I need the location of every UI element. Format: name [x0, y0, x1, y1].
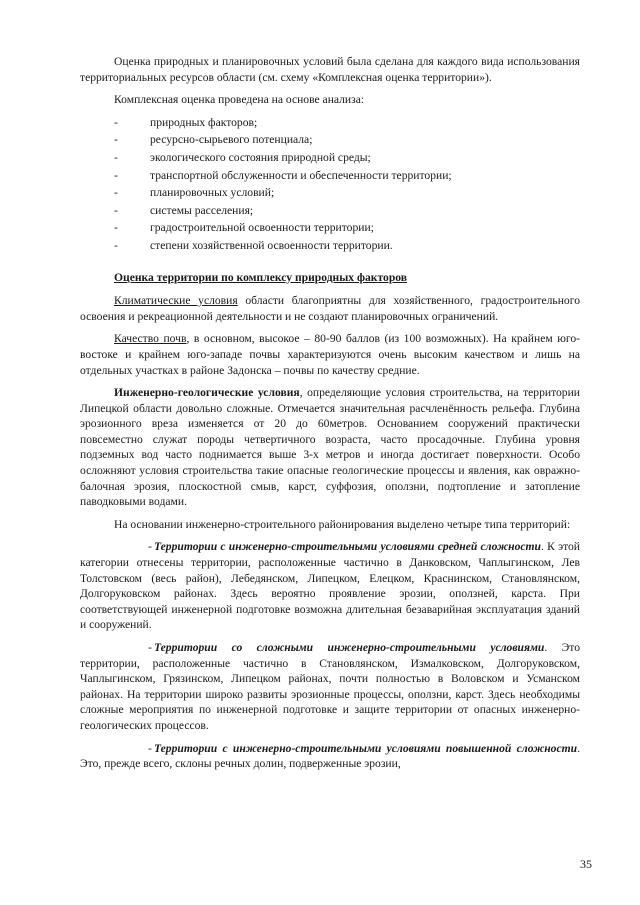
- list-item-text: градостроительной освоенности территории;: [150, 221, 374, 235]
- geology-text: , определяющие условия строительства, на территории Липецкой области довольно сложные. Отмечается значительная расчленённость рельефа. Глубина эрозионного вреза изменяется от 20 до 60метров. Основанием сооружений практически повсеместно служат породы четвертичного возраста, часто просадочные. Глубина уровня подземных вод часто поднимается выше 3-х метров и иногда достигает поверхности. Особо осложняют условия строительства такие опасные геологические процессы и явления, как овражно-балочная эрозия, плоскостной смыв, карст, суффозия, оползни, подтопление и затопление паводковыми водами.: [80, 386, 580, 509]
- list-item: [80, 168, 580, 184]
- analysis-lead: Комплексная оценка проведена на основе анализа:: [114, 93, 365, 107]
- list-item-text: планировочных условий;: [150, 186, 275, 200]
- territory-type-high: [80, 741, 580, 772]
- list-item-text: экологического состояния природной среды;: [150, 150, 371, 164]
- list-item: [80, 150, 580, 166]
- list-item-text: транспортной обслуженности и обеспеченности территории;: [150, 168, 452, 182]
- territory-type-term: Территории с инженерно-строительными условиями средней сложности: [154, 540, 542, 554]
- soil-term: Качество почв: [114, 332, 187, 346]
- climate-text: области благоприятны для хозяйственного, градостроительного освоения и рекреационной деятельности и не создают планировочных ограничений.: [80, 294, 580, 323]
- climate-term: Климатические условия: [114, 294, 238, 308]
- dash-marker: -: [114, 221, 118, 235]
- climate-paragraph: [80, 293, 580, 324]
- dash-marker: -: [114, 133, 118, 147]
- list-item: [80, 220, 580, 236]
- territory-type-text: . Это территории, расположенные частично в Становлянском, Измалковском, Долгоруковском, Чаплыгинском, Грязинском, Липецком районах, почти полностью в Воловском и Усманском районах. На территории широко развиты эрозионные процессы, оползни, карст. Здесь необходимы сложные мероприятия по инженерной подготовке и защите территории от опасных инженерно-геологических процессов.: [80, 641, 580, 732]
- list-item: [80, 203, 580, 219]
- dash-marker: -: [114, 168, 118, 182]
- list-item: [80, 238, 580, 254]
- dash-marker: -: [148, 641, 152, 654]
- zoning-paragraph: На основании инженерно-строительного районирования выделено четыре типа территорий:: [114, 517, 571, 531]
- territory-type-term: Территории со сложными инженерно-строительными условиями: [154, 641, 545, 654]
- intro-paragraph: Оценка природных и планировочных условий была сделана для каждого вида использования территориальных ресурсов области (см. схему «Комплексная оценка территории»).: [80, 55, 580, 84]
- list-item: [80, 132, 580, 148]
- dash-marker: -: [114, 203, 118, 217]
- list-item: [80, 185, 580, 201]
- dash-marker: -: [114, 186, 118, 200]
- dash-marker: -: [114, 238, 118, 252]
- analysis-list: [80, 115, 580, 254]
- territory-type-text: . К этой категории отнесены территории, расположенные частично в Данковском, Чаплыгинском, Лев Толстовском (весь район), Лебедянском, Липецком, Елецком, Краснинском, Становлянском, Долгоруковском районах. Здесь вероятно проявление эрозии, оползней, карста. При соответствующей инженерной подготовке возможна длительная безаварийная эксплуатация зданий и сооружений.: [80, 540, 580, 632]
- dash-marker: -: [148, 741, 152, 755]
- section-heading: Оценка территории по комплексу природных факторов: [114, 270, 408, 284]
- page-number: 35: [580, 857, 592, 871]
- soil-paragraph: [80, 331, 580, 378]
- list-item: [80, 115, 580, 131]
- dash-marker: -: [114, 115, 118, 129]
- territory-type-term: Территории с инженерно-строительными условиями повышенной сложности: [154, 741, 578, 755]
- territory-type-complex: [80, 640, 580, 734]
- geology-term: Инженерно-геологические условия: [114, 386, 300, 400]
- list-item-text: системы расселения;: [150, 203, 254, 217]
- document-page: [80, 54, 580, 779]
- soil-text: , в основном, высокое – 80-90 баллов (из 100 возможных). На крайнем юго-востоке и крайнем юго-западе почвы характеризуются очень высоким качеством и лишь на отдельных участках в районе Задонска – почвы по качеству средние.: [80, 332, 580, 377]
- geology-paragraph: [80, 385, 580, 510]
- dash-marker: -: [148, 540, 152, 554]
- dash-marker: -: [114, 150, 118, 164]
- list-item-text: степени хозяйственной освоенности территории.: [150, 238, 393, 252]
- list-item-text: ресурсно-сырьевого потенциала;: [150, 133, 313, 147]
- territory-type-medium: [80, 539, 580, 633]
- list-item-text: природных факторов;: [150, 115, 258, 129]
- territory-type-text: . Это, прежде всего, склоны речных долин, подверженные эрозии,: [80, 741, 580, 771]
